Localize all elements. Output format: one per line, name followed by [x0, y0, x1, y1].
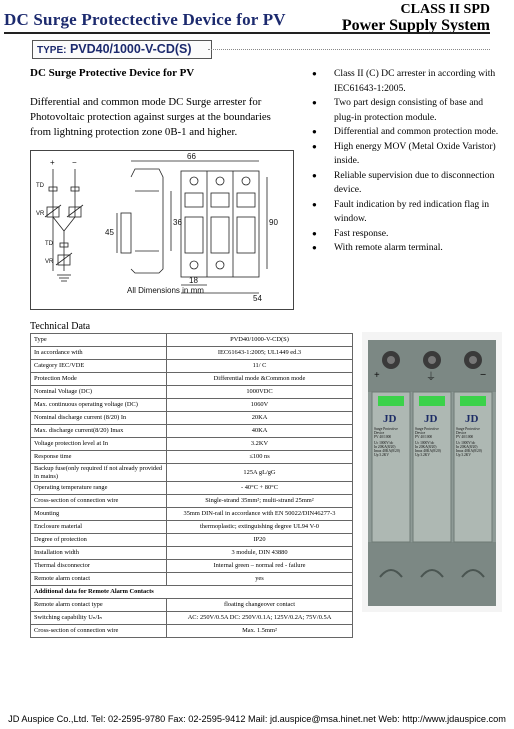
feature-item: ● Two part design consisting of base and plug-in protection module.	[312, 96, 502, 125]
spec-value: Internal green – normal red - failure	[167, 560, 353, 573]
system-line: Power Supply System	[341, 17, 490, 34]
spec-label: Response time	[31, 451, 167, 464]
section-heading: Additional data for Remote Alarm Contacts	[31, 586, 353, 599]
table-row	[31, 560, 353, 573]
spec-value: IP20	[167, 534, 353, 547]
table-row	[31, 334, 353, 347]
plus-label: +	[50, 158, 55, 167]
dim-45: 45	[105, 228, 114, 237]
table-row	[31, 425, 353, 438]
dim-36: 36	[173, 218, 182, 227]
minus-label: −	[72, 158, 77, 167]
spec-value: AC: 250V/0.5A DC: 250V/0.1A; 125V/0.2A; 75V/0.5A	[167, 612, 353, 625]
spec-value: Max. 1.5mm²	[167, 625, 353, 638]
spec-value: yes	[167, 573, 353, 586]
brand-logo: JD	[424, 413, 438, 425]
spec-value: - 40°C + 80°C	[167, 482, 353, 495]
module-label: PV 40/1000	[415, 435, 433, 439]
table-row	[31, 386, 353, 399]
spec-label: Nominal Voltage (DC)	[31, 386, 167, 399]
dim-90: 90	[269, 218, 278, 227]
dim-18: 18	[189, 276, 198, 285]
module-label: Surge Protective	[415, 427, 439, 431]
feature-item: ● With remote alarm terminal.	[312, 241, 502, 256]
table-row	[31, 495, 353, 508]
table-row	[31, 451, 353, 464]
minus-symbol: −	[480, 369, 487, 381]
table-row	[31, 625, 353, 638]
description	[30, 95, 290, 140]
module-spec: Imax 40KA(8/20)	[374, 449, 400, 453]
spec-label: Cross-section of connection wire	[31, 625, 167, 638]
type-model: PVD40/1000-V-CD(S)	[69, 42, 192, 56]
feature-item: ● High energy MOV (Metal Oxide Varistor) inside.	[312, 140, 502, 169]
spec-value: IEC61643-1:2005; UL1449 ed.3	[167, 347, 353, 360]
spec-label: Remote alarm contact type	[31, 599, 167, 612]
module-spec: Up 3.2KV	[456, 453, 471, 457]
module-spec: In 20KA(8/20)	[415, 445, 437, 449]
feature-item: ● Reliable supervision due to disconnection device.	[312, 169, 502, 198]
td-label: TD	[36, 183, 44, 189]
table-row	[31, 373, 353, 386]
module-label: Device	[374, 431, 385, 435]
spec-label: Nominal discharge current (8/20) In	[31, 412, 167, 425]
vr-label: VR	[36, 211, 45, 217]
table-row	[31, 412, 353, 425]
spec-value: 125A gL/gG	[167, 464, 353, 482]
feature-item: ● Fault indication by red indication flag in window.	[312, 198, 502, 227]
table-row	[31, 464, 353, 482]
spec-label: Protection Mode	[31, 373, 167, 386]
spec-value: 1000VDC	[167, 386, 353, 399]
module-spec: Up 3.2KV	[374, 453, 389, 457]
module-spec: Uc 1000V/dc	[456, 441, 476, 445]
spec-value: Differential mode &Common mode	[167, 373, 353, 386]
module-label: PV 40/1000	[374, 435, 392, 439]
spec-label: Remote alarm contact	[31, 573, 167, 586]
spec-label: In accordance with	[31, 347, 167, 360]
table-row	[31, 534, 353, 547]
technical-data-title: Technical Data	[30, 321, 91, 332]
feature-item: ● Fast response.	[312, 227, 502, 242]
spec-value: 11/ C	[167, 360, 353, 373]
header-divider	[4, 32, 490, 34]
table-row	[31, 508, 353, 521]
spec-label: Installation width	[31, 547, 167, 560]
spec-label: Thermal disconnector	[31, 560, 167, 573]
type-box	[32, 40, 212, 59]
module-label: Device	[415, 431, 426, 435]
type-label: TYPE:	[37, 45, 67, 56]
ground-icon: ⏚	[426, 372, 436, 383]
table-row	[31, 482, 353, 495]
table-row	[31, 612, 353, 625]
spec-label: Category IEC/VDE	[31, 360, 167, 373]
page-title: DC Surge Protectective Device for PV	[4, 10, 286, 29]
dim-66: 66	[187, 152, 196, 161]
module-label: Device	[456, 431, 467, 435]
class-line: CLASS II SPD	[400, 2, 490, 17]
spec-value: Single-strand 35mm²; multi-strand 25mm²	[167, 495, 353, 508]
module-label: Surge Protective	[456, 427, 480, 431]
spec-label: Voltage protection level at In	[31, 438, 167, 451]
dim-54: 54	[253, 294, 262, 303]
feature-item: ● Differential and common protection mode.	[312, 125, 502, 140]
spec-label: Backup fuse(only required if not already provided in mains)	[31, 464, 167, 482]
spec-value: floating changeover contact	[167, 599, 353, 612]
table-row	[31, 438, 353, 451]
feature-item: ● Class II (C) DC arrester in according with IEC61643-1:2005.	[312, 67, 502, 96]
module-spec: Uc 1000V/dc	[415, 441, 435, 445]
dimensions-caption: All Dimensions in mm	[127, 286, 204, 295]
module-label: Surge Protective	[374, 427, 398, 431]
module-spec: Imax 40KA(8/20)	[415, 449, 441, 453]
table-row	[31, 360, 353, 373]
brand-logo: JD	[383, 413, 397, 425]
header-class-block	[342, 2, 490, 34]
table-row	[31, 347, 353, 360]
spec-label: Max. discharge current(8/20) Imax	[31, 425, 167, 438]
spec-value: PVD40/1000-V-CD(S)	[167, 334, 353, 347]
spec-value: ≤100 ns	[167, 451, 353, 464]
module-spec: Up 3.2KV	[415, 453, 430, 457]
spec-label: Type	[31, 334, 167, 347]
spec-value: 35mm DIN-rail in accordance with EN 50022/DIN46277-3	[167, 508, 353, 521]
technical-data-table	[30, 333, 353, 638]
table-row	[31, 547, 353, 560]
vr-label: VR	[45, 259, 54, 265]
spec-label: Mounting	[31, 508, 167, 521]
dimension-diagram	[30, 150, 294, 310]
brand-logo: JD	[465, 413, 479, 425]
spec-value: 40KA	[167, 425, 353, 438]
spec-value: 3.2KV	[167, 438, 353, 451]
table-row	[31, 399, 353, 412]
spec-label: Enclosure material	[31, 521, 167, 534]
subtitle: DC Surge Protective Device for PV	[30, 67, 195, 79]
footer-contact: JD Auspice Co.,Ltd. Tel: 02-2595-9780 Fax: 02-2595-9412 Mail: jd.auspice@msa.hinet.net Web: http://www.jdauspice.com	[8, 714, 506, 724]
table-row	[31, 573, 353, 586]
plus-symbol: +	[374, 370, 380, 381]
spec-label: Cross-section of connection wire	[31, 495, 167, 508]
spec-value: thermoplastic; extinguishing degree UL94 V-0	[167, 521, 353, 534]
type-divider	[208, 49, 490, 50]
spec-value: 20KA	[167, 412, 353, 425]
module-spec: Imax 40KA(8/20)	[456, 449, 482, 453]
product-photo	[362, 332, 502, 612]
table-row	[31, 521, 353, 534]
module-spec: Uc 1000V/dc	[374, 441, 394, 445]
spec-label: Operating temperature range	[31, 482, 167, 495]
table-row	[31, 599, 353, 612]
feature-list	[312, 67, 502, 256]
spec-label: Max. continuous operating voltage (DC)	[31, 399, 167, 412]
module-spec: In 20KA(8/20)	[456, 445, 478, 449]
table-row	[31, 586, 353, 599]
spec-label: Switching capability Uₙ/Iₙ	[31, 612, 167, 625]
product-drawing	[362, 332, 502, 612]
spec-value: 3 module, DIN 43880	[167, 547, 353, 560]
spec-label: Degree of protection	[31, 534, 167, 547]
module-label: PV 40/1000	[456, 435, 474, 439]
td-label: TD	[45, 241, 53, 247]
spec-value: 1060V	[167, 399, 353, 412]
diagram-drawing	[31, 151, 293, 309]
description-text: Differential and common mode DC Surge arrester for Photovoltaic protection against surges at the boundaries from lightning protection zone 0B-1 and higher.	[30, 96, 271, 138]
module-spec: In 20KA(8/20)	[374, 445, 396, 449]
